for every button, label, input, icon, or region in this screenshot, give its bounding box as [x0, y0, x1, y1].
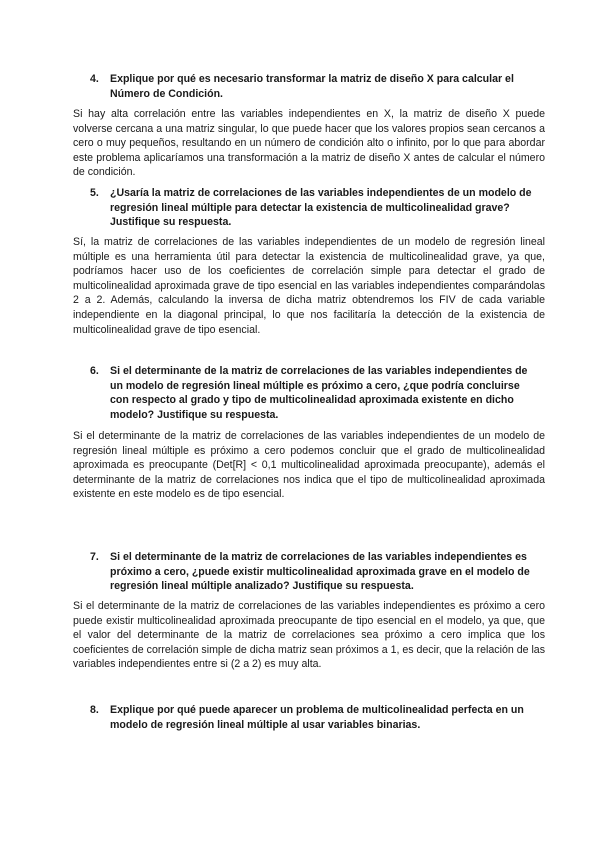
question-number: 4. [90, 73, 99, 85]
question-text: Si el determinante de la matriz de correlaciones de las variables independientes de un modelo de regresión lineal múltiple es próximo a cero, ¿que podría concluirse con respecto al grado y tipo de multicolinealidad aproximada existente en dicho modelo? Justifique su respuesta. [110, 365, 528, 421]
question-8 [90, 703, 535, 732]
question-number: 6. [90, 365, 99, 377]
question-6 [90, 364, 535, 422]
question-text: Si el determinante de la matriz de correlaciones de las variables independientes es próximo a cero, ¿puede existir multicolinealidad aproximada grave en el modelo de regresión lineal múltiple analizado? Justifique su respuesta. [110, 551, 530, 592]
question-text: Explique por qué puede aparecer un problema de multicolinealidad perfecta en un modelo de regresión lineal múltiple al usar variables binarias. [110, 704, 524, 731]
question-4 [90, 72, 535, 101]
question-number: 5. [90, 187, 99, 199]
question-text: ¿Usaría la matriz de correlaciones de las variables independientes de un modelo de regresión lineal múltiple para detectar la existencia de multicolinealidad grave? Justifique su respuesta. [110, 187, 532, 228]
question-text: Explique por qué es necesario transformar la matriz de diseño X para calcular el Número de Condición. [110, 73, 514, 100]
answer-6: Si el determinante de la matriz de correlaciones de las variables independientes de un modelo de regresión lineal múltiple es próximo a cero podemos concluir que el grado de multicolinealidad aproximada es preocupante (Det[R] < 0,1 multicolinealidad aproximada preocupante), además el determinante de la matriz de correlaciones nos indica que el tipo de multicolinealidad aproximada existente en este modelo es de tipo esencial. [73, 430, 545, 501]
question-7 [90, 550, 535, 594]
answer-7: Si el determinante de la matriz de correlaciones de las variables independientes es próximo a cero puede existir multicolinealidad aproximada preocupante de tipo esencial en el modelo, ya que, que el valor del determinante de la matriz de correlaciones sea próximo a cero implica que los coeficientes de correlación simple de dicha matriz sean próximos a 1, es decir, que la relación de las variables independientes entre si (2 a 2) es muy alta. [73, 600, 545, 671]
question-number: 8. [90, 704, 99, 716]
question-number: 7. [90, 551, 99, 563]
question-5 [90, 186, 535, 230]
answer-5: Sí, la matriz de correlaciones de las variables independientes de un modelo de regresión lineal múltiple es una herramienta útil para detectar la existencia de multicolinealidad grave, ya que, podríamos hacer uso de los coeficientes de correlación simple para detectar el grado de multicolinealidad aproximada grave de tipo esencial en las variables independientes comparándolas 2 a 2. Además, calculando la inversa de dicha matriz obtendremos los FIV de cada variable independiente en la diagonal principal, lo que nos facilitaría la detección de la existencia de multicolinealidad grave de tipo esencial. [73, 236, 545, 336]
answer-4: Si hay alta correlación entre las variables independientes en X, la matriz de diseño X puede volverse cercana a una matriz singular, lo que puede hacer que los valores propios sean cercanos a cero o muy pequeños, resultando en un número de condición alto o infinito, por lo que para abordar este problema aplicaríamos una transformación a la matriz de diseño X antes de calcular el número de condición. [73, 108, 545, 179]
